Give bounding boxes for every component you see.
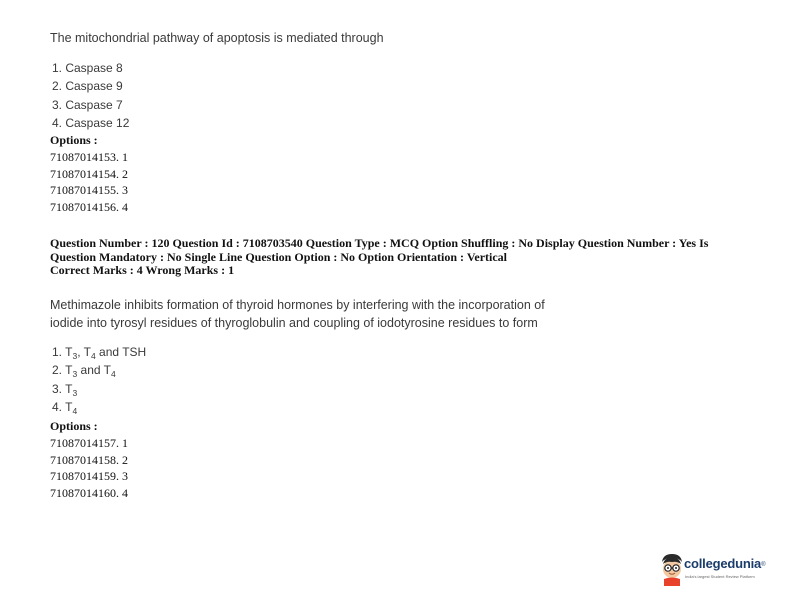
brand-wordmark: collegedunia® — [684, 556, 766, 571]
answer-choice: 3. Caspase 7 — [52, 97, 123, 112]
option-id: 71087014153. 1 — [50, 149, 128, 164]
option-id: 71087014158. 2 — [50, 452, 128, 467]
answer-choices-list — [52, 59, 129, 132]
options-block — [50, 132, 128, 216]
options-heading: Options : — [50, 419, 98, 433]
question-text — [50, 296, 545, 332]
option-id: 71087014154. 2 — [50, 166, 128, 181]
mascot-icon — [659, 552, 685, 586]
option-id: 71087014156. 4 — [50, 200, 128, 215]
question-text: The mitochondrial pathway of apoptosis is mediated through — [50, 31, 384, 45]
question-text-line: iodide into tyrosyl residues of thyroglobulin and coupling of iodotyrosine residues to form — [50, 316, 538, 330]
collegedunia-logo — [657, 550, 767, 590]
metadata-line: Correct Marks : 4 Wrong Marks : 1 — [50, 263, 235, 277]
option-id: 71087014157. 1 — [50, 435, 128, 450]
question-metadata — [50, 237, 750, 278]
question-text-line: Methimazole inhibits formation of thyroid hormones by interfering with the incorporation of — [50, 298, 545, 312]
answer-choice: 1. $T_3$, $T_4$ and TSH — [52, 345, 147, 361]
brand-tagline: India's largest Student Review Platform — [685, 574, 755, 579]
answer-choice: 2. $T_3$ and $T_4$ — [52, 363, 116, 380]
answer-choice: 1. Caspase 8 — [52, 61, 123, 75]
answer-choices-list — [52, 343, 146, 416]
options-heading: Options : — [50, 133, 98, 147]
option-id: 71087014155. 3 — [50, 183, 128, 198]
answer-choice: 2. Caspase 9 — [52, 79, 123, 94]
metadata-line: Question Number : 120 Question Id : 7108703540 Question Type : MCQ Option Shuffling : No Display Question Number : Yes Is — [50, 236, 709, 250]
answer-choice: 4. $T_4$ — [52, 399, 78, 416]
answer-choice: 4. Caspase 12 — [52, 115, 130, 130]
options-block — [50, 418, 128, 502]
option-id: 71087014160. 4 — [50, 486, 128, 501]
answer-choice: 3. $T_3$ — [52, 381, 78, 398]
option-id: 71087014159. 3 — [50, 469, 128, 484]
metadata-line: Question Mandatory : No Single Line Question Option : No Option Orientation : Vertical — [50, 249, 508, 264]
